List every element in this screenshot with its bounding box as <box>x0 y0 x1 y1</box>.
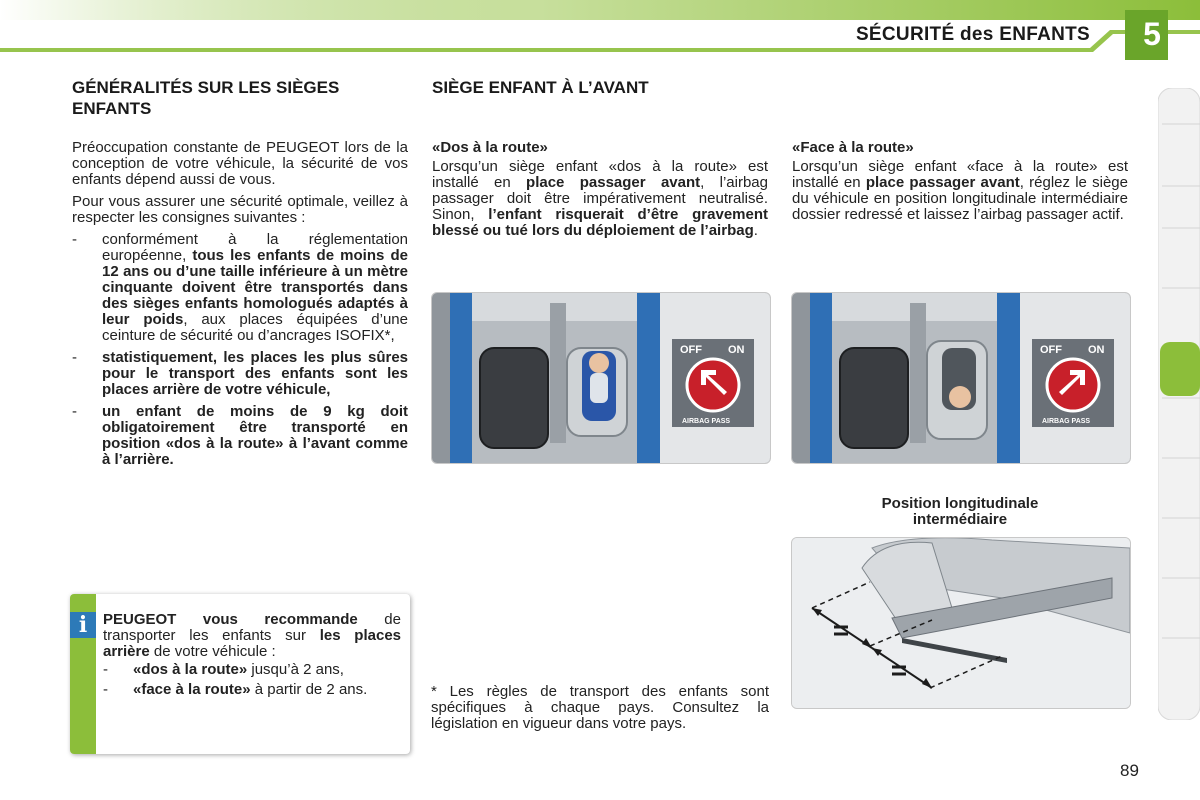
svg-text:AIRBAG PASS: AIRBAG PASS <box>682 418 731 425</box>
rear-facing-text: «Dos à la route» Lorsqu’un siège enfant «dos à la route» est installé en place passager avant, l’airbag passager doit être impérativement neutralisé. Sinon, l’enfant risquerait d’être gravement blessé ou tué lors du déploiement de l’airbag. <box>432 139 768 239</box>
svg-text:AIRBAG PASS: AIRBAG PASS <box>1042 418 1091 425</box>
forward-facing-text: «Face à la route» Lorsqu’un siège enfant «face à la route» est installé en place passager avant, réglez le siège du véhicule en position longitudinale intermédiaire dossier redressé et laissez l’airbag passager actif. <box>792 139 1128 223</box>
recommendation-list <box>103 662 401 698</box>
general-paragraph-1: Préoccupation constante de PEUGEOT lors de la conception de votre véhicule, la sécurité de vos enfants dépend aussi de vous. <box>72 139 408 188</box>
forward-facing-illustration <box>791 292 1131 464</box>
chapter-title: SÉCURITÉ des ENFANTS <box>855 24 1090 45</box>
page-number: 89 <box>1120 761 1139 780</box>
seat-position-illustration <box>791 537 1131 709</box>
rear-facing-subheading: «Dos à la route» <box>432 139 548 156</box>
rear-facing-illustration <box>431 292 771 464</box>
footnote: * Les règles de transport des enfants sont spécifiques à chaque pays. Consultez la législation en vigueur dans votre pays. <box>431 683 769 732</box>
seat-rail-diagram <box>792 538 1130 708</box>
airbag-switch-off <box>672 339 754 427</box>
recommendation-box <box>70 594 410 754</box>
list-item: - un enfant de moins de 9 kg doit obligatoirement être transporté en position «dos à la route» à l’avant comme à l’arrière. <box>72 403 408 468</box>
svg-text:ON: ON <box>1088 344 1105 356</box>
svg-text:OFF: OFF <box>1040 344 1062 356</box>
list-item: - «face à la route» à partir de 2 ans. <box>103 681 368 698</box>
info-icon: i <box>70 612 96 638</box>
section-heading-general: GÉNÉRALITÉS SUR LES SIÈGES ENFANTS <box>72 78 340 118</box>
chapter-number: 5 <box>1143 16 1161 52</box>
chapter-tab-strip <box>1158 88 1200 720</box>
airbag-switch-on <box>1032 339 1114 427</box>
general-text <box>72 140 408 474</box>
forward-facing-subheading: «Face à la route» <box>792 139 914 156</box>
general-paragraph-2: Pour vous assurer une sécurité optimale, veillez à respecter les consignes suivantes : <box>72 193 408 226</box>
safety-rules-list <box>72 232 408 468</box>
list-item: - conformément à la réglementation européenne, tous les enfants de moins de 12 ans ou d’une taille inférieure à un mètre cinquante doivent être transportés dans des sièges enfants homologués adaptés à leur poids, aux places équipées d’une ceinture de sécurité ou d’ancrages ISOFIX*, <box>72 231 408 344</box>
seat-position-caption: Position longitudinale intermédiaire <box>881 495 1039 528</box>
list-item: - statistiquement, les places les plus sûres pour le transport des enfants sont les places arrière de votre véhicule, <box>72 349 408 398</box>
list-item: - «dos à la route» jusqu’à 2 ans, <box>103 661 344 678</box>
section-heading-front-seat: SIÈGE ENFANT À L’AVANT <box>432 78 649 97</box>
recommendation-text: PEUGEOT vous recommande de transporter les enfants sur les places arrière de votre véhicule : - «dos à la route» jusqu’à 2 ans, - «face à la route» à partir de 2 ans. <box>103 611 402 698</box>
svg-text:OFF: OFF <box>680 344 702 356</box>
svg-text:ON: ON <box>728 344 745 356</box>
